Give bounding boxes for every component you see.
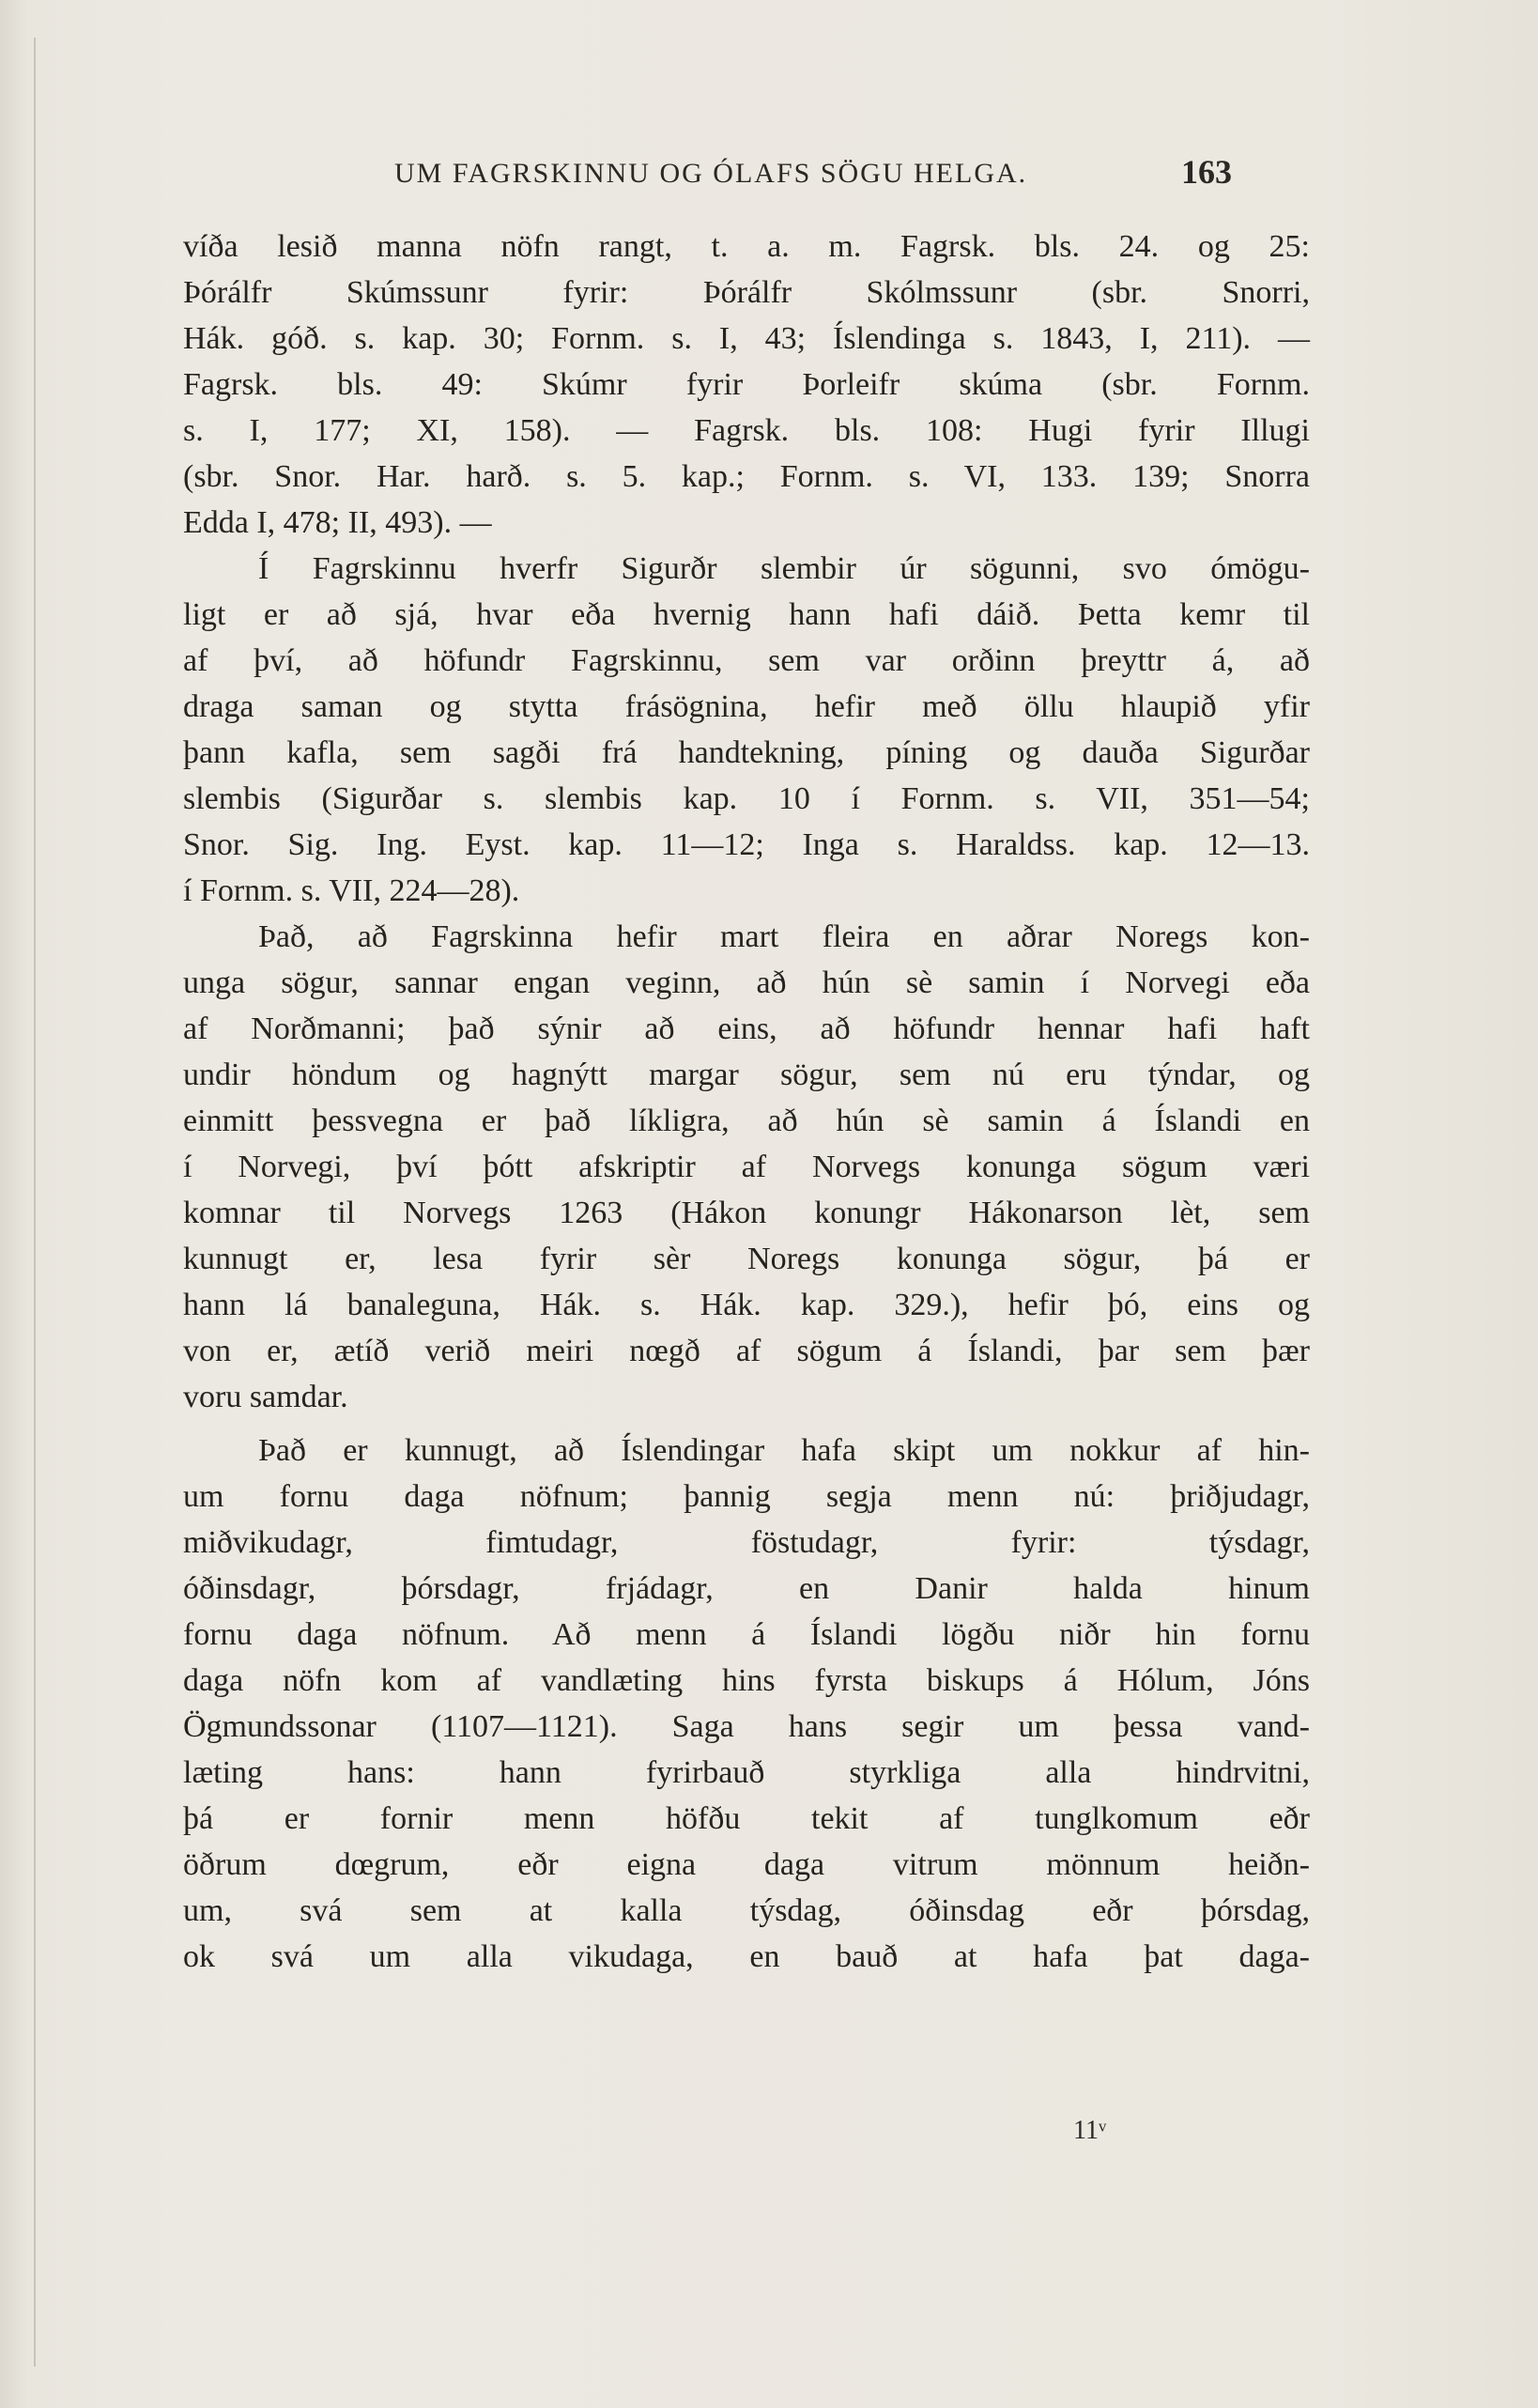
body-text xyxy=(183,224,1310,1980)
text-line: þann kafla, sem sagði frá handtekning, píning og dauða Sigurðar xyxy=(183,735,1310,770)
running-title: UM FAGRSKINNU OG ÓLAFS SÖGU HELGA. xyxy=(394,158,1028,189)
page-spine-edge xyxy=(34,38,36,2367)
text-line: daga nöfn kom af vandlæting hins fyrsta biskups á Hólum, Jóns xyxy=(183,1663,1310,1698)
text-line: komnar til Norvegs 1263 (Hákon konungr Hákonarson lèt, sem xyxy=(183,1196,1310,1230)
paragraph-start: Það er kunnugt, að Íslendingar hafa skipt um nokkur af hin- xyxy=(258,1433,1310,1468)
text-line: hann lá banaleguna, Hák. s. Hák. kap. 329.), hefir þó, eins og xyxy=(183,1288,1310,1322)
text-line: miðvikudagr, fimtudagr, föstudagr, fyrir: týsdagr, xyxy=(183,1525,1310,1560)
text-line: voru samdar. xyxy=(183,1380,348,1414)
text-line: undir höndum og hagnýtt margar sögur, sem nú eru týndar, og xyxy=(183,1057,1310,1092)
text-line: fornu daga nöfnum. Að menn á Íslandi lögðu niðr hin fornu xyxy=(183,1617,1310,1652)
text-line: um fornu daga nöfnum; þannig segja menn nú: þriðjudagr, xyxy=(183,1479,1310,1514)
text-line: í Norvegi, því þótt afskriptir af Norvegs konunga sögum væri xyxy=(183,1150,1310,1184)
paragraph-gap xyxy=(183,1420,1310,1428)
text-line: Ögmundssonar (1107—1121). Saga hans segir um þessa vand- xyxy=(183,1709,1310,1744)
text-line: (sbr. Snor. Har. harð. s. 5. kap.; Fornm. s. VI, 133. 139; Snorra xyxy=(183,459,1310,494)
text-line: Hák. góð. s. kap. 30; Fornm. s. I, 43; Íslendinga s. 1843, I, 211). — xyxy=(183,321,1310,356)
text-line: Snor. Sig. Ing. Eyst. kap. 11—12; Inga s. Haraldss. kap. 12—13. xyxy=(183,827,1310,862)
text-line: kunnugt er, lesa fyrir sèr Noregs konunga sögur, þá er xyxy=(183,1242,1310,1276)
paragraph-start: Í Fagrskinnu hverfr Sigurðr slembir úr sögunni, svo ómögu- xyxy=(258,551,1310,586)
text-line: af Norðmanni; það sýnir að eins, að höfundr hennar hafi haft xyxy=(183,1011,1310,1046)
text-line: unga sögur, sannar engan veginn, að hún sè samin í Norvegi eða xyxy=(183,965,1310,1000)
text-line: af því, að höfundr Fagrskinnu, sem var orðinn þreyttr á, að xyxy=(183,643,1310,678)
text-line: s. I, 177; XI, 158). — Fagrsk. bls. 108: Hugi fyrir Illugi xyxy=(183,413,1310,448)
text-line: Fagrsk. bls. 49: Skúmr fyrir Þorleifr skúma (sbr. Fornm. xyxy=(183,367,1310,402)
text-line: slembis (Sigurðar s. slembis kap. 10 í Fornm. s. VII, 351—54; xyxy=(183,781,1310,816)
paragraph-start: Það, að Fagrskinna hefir mart fleira en aðrar Noregs kon- xyxy=(258,919,1310,954)
running-header xyxy=(183,141,1310,197)
text-line: öðrum dœgrum, eðr eigna daga vitrum mönnum heiðn- xyxy=(183,1847,1310,1882)
text-line: einmitt þessvegna er það líkligra, að hún sè samin á Íslandi en xyxy=(183,1104,1310,1138)
signature-mark: 11ᵛ xyxy=(1073,2116,1107,2145)
page-number: 163 xyxy=(1181,153,1232,191)
text-line: óðinsdagr, þórsdagr, frjádagr, en Danir halda hinum xyxy=(183,1571,1310,1606)
text-line: þá er fornir menn höfðu tekit af tunglkomum eðr xyxy=(183,1801,1310,1836)
text-line: Þórálfr Skúmssunr fyrir: Þórálfr Skólmssunr (sbr. Snorri, xyxy=(183,275,1310,310)
text-line: um, svá sem at kalla týsdag, óðinsdag eðr þórsdag, xyxy=(183,1893,1310,1928)
text-line: ligt er að sjá, hvar eða hvernig hann hafi dáið. Þetta kemr til xyxy=(183,597,1310,632)
text-line: von er, ætíð verið meiri nœgð af sögum á Íslandi, þar sem þær xyxy=(183,1334,1310,1368)
text-line: víða lesið manna nöfn rangt, t. a. m. Fagrsk. bls. 24. og 25: xyxy=(183,229,1310,264)
text-line: læting hans: hann fyrirbauð styrkliga alla hindrvitni, xyxy=(183,1755,1310,1790)
text-line: í Fornm. s. VII, 224—28). xyxy=(183,873,520,908)
text-line: ok svá um alla vikudaga, en bauð at hafa þat daga- xyxy=(183,1939,1310,1974)
text-line: Edda I, 478; II, 493). — xyxy=(183,505,492,540)
text-line: draga saman og stytta frásögnina, hefir með öllu hlaupið yfir xyxy=(183,689,1310,724)
